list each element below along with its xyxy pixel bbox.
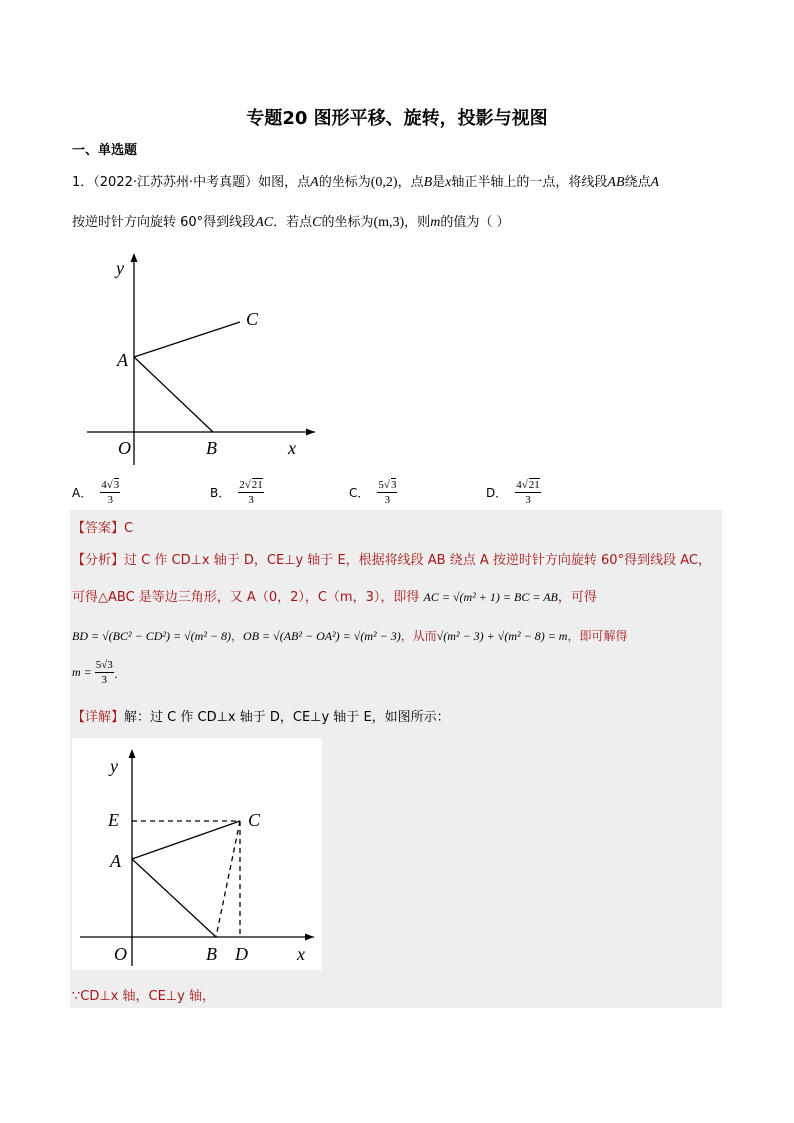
var-c: C — [312, 215, 322, 230]
label-o: O — [118, 438, 131, 458]
num-radicand: 21 — [251, 478, 263, 491]
option-label: A． — [72, 485, 93, 500]
option-fraction: $\frac{5√3}{3}$ — [378, 478, 397, 506]
detail-tag: 【详解】 — [72, 710, 125, 725]
analysis-text: ，可得 — [557, 590, 597, 605]
denominator: 3 — [525, 493, 531, 506]
num-coef: 4 — [516, 478, 522, 491]
num-coef: 2 — [239, 478, 245, 491]
label-a: A — [110, 851, 121, 871]
label-x: x — [297, 944, 305, 964]
label-b: B — [206, 944, 217, 964]
analysis-text: 可得△ABC 是等边三角形，又 A（0，2），C（m，3），即得 — [72, 590, 424, 605]
fraction-denominator: 3 — [101, 674, 108, 686]
option-fraction: $\frac{4√3}{3}$ — [101, 478, 120, 506]
analysis-text: ，从而 — [400, 629, 437, 643]
var-m: m — [430, 215, 441, 230]
analysis-text: ， — [231, 629, 244, 643]
detail-text: 解：过 C 作 CD⊥x 轴于 D，CE⊥y 轴于 E，如图所示： — [124, 710, 450, 725]
fraction-numerator: 5√3 — [95, 659, 113, 671]
coord-a: (0,2) — [370, 175, 398, 190]
analysis-line-3 — [72, 627, 627, 644]
x-axis-arrow — [306, 429, 315, 436]
segment-ac — [134, 322, 240, 357]
question-text: 如图，点 — [258, 175, 311, 190]
answer-line — [72, 517, 133, 536]
x-axis-arrow — [305, 934, 314, 941]
page-title: 专题20 图形平移、旋转，投影与视图 — [246, 108, 548, 129]
figure-2 — [72, 738, 322, 970]
segment-ac — [132, 821, 240, 859]
segment-ab — [134, 357, 213, 432]
option-label: D． — [486, 485, 508, 500]
math-expression: OB = √(AB² − OA²) = √(m² − 3) — [243, 629, 401, 643]
option-label: C． — [349, 485, 370, 500]
question-text: ，则 — [404, 215, 431, 230]
num-coef: 4 — [101, 478, 107, 491]
y-axis-arrow — [129, 749, 136, 758]
label-c: C — [246, 309, 259, 329]
var-b: B — [423, 175, 433, 190]
analysis-text: ，即可解得 — [567, 629, 628, 643]
math-expression: BD = √(BC² − CD²) = √(m² − 8) — [72, 629, 232, 643]
label-o: O — [114, 944, 127, 964]
detail-line — [72, 706, 450, 725]
analysis-text: ． — [113, 667, 127, 682]
question-source: （2022·江苏苏州·中考真题） — [93, 175, 259, 190]
question-text: ，点 — [397, 175, 424, 190]
question-text: 的值为（ ） — [440, 215, 510, 230]
question-text: ．若点 — [273, 215, 313, 230]
answer-tag: 【答案】 — [72, 521, 125, 536]
coord-c: (m,3) — [373, 215, 405, 230]
label-y: y — [110, 756, 118, 776]
options — [72, 474, 712, 510]
label-e: E — [108, 810, 119, 830]
label-b: B — [206, 438, 217, 458]
math-expression: AC = √(m² + 1) = BC = AB — [423, 590, 558, 604]
analysis-line-4 — [72, 659, 127, 686]
label-d: D — [235, 944, 248, 964]
segment-ab — [132, 859, 216, 937]
var-ac: AC — [255, 215, 274, 230]
option-c[interactable] — [349, 474, 397, 510]
option-a[interactable] — [72, 474, 120, 510]
var-ab: AB — [607, 175, 625, 190]
last-line: ∵CD⊥x 轴，CE⊥y 轴， — [72, 989, 215, 1004]
option-label: B． — [210, 485, 231, 500]
section-heading: 一、单选题 — [72, 143, 138, 158]
question-text: 按逆时针方向旋转 60°得到线段 — [72, 215, 256, 230]
question-text: 是 — [432, 175, 446, 190]
num-radicand: 3 — [113, 478, 120, 491]
analysis-line-2 — [72, 586, 597, 605]
label-c: C — [248, 810, 261, 830]
label-x: x — [288, 438, 296, 458]
denominator: 3 — [248, 493, 254, 506]
denominator: 3 — [384, 493, 391, 506]
option-fraction: $\frac{4√21}{3}$ — [516, 478, 540, 506]
answer-value: C — [124, 521, 134, 536]
option-d[interactable] — [486, 474, 541, 510]
analysis-line-1 — [72, 549, 711, 568]
figure-1 — [80, 250, 320, 470]
analysis-text: 过 C 作 CD⊥x 轴于 D，CE⊥y 轴于 E，根据将线段 AB 绕点 A 按逆时针方向旋转 60°得到线段 AC， — [124, 553, 711, 568]
y-axis-arrow — [131, 253, 138, 262]
question-text: 的坐标为 — [318, 175, 371, 190]
num-coef: 5 — [378, 478, 384, 491]
var-x: x — [445, 175, 452, 190]
var-a: A — [650, 175, 660, 190]
question-number: 1． — [72, 175, 94, 190]
var-a: A — [310, 175, 319, 190]
num-radicand: 3 — [390, 478, 397, 491]
question-line-1 — [72, 171, 659, 191]
option-b[interactable] — [210, 474, 264, 510]
question-line-2 — [72, 211, 509, 231]
math-fraction — [95, 659, 114, 686]
label-a: A — [117, 350, 128, 370]
question-text: 绕点 — [624, 175, 651, 190]
option-fraction: $\frac{2√21}{3}$ — [239, 478, 263, 506]
label-y: y — [116, 258, 124, 278]
math-expression: m = — [72, 665, 92, 679]
analysis-tag: 【分析】 — [72, 553, 125, 568]
segment-cb-dashed — [216, 821, 240, 937]
math-expression: √(m² − 3) + √(m² − 8) = m — [436, 629, 568, 643]
num-radicand: 21 — [528, 478, 540, 491]
question-text: 的坐标为 — [321, 215, 374, 230]
question-text: 轴正半轴上的一点，将线段 — [451, 175, 608, 190]
denominator: 3 — [107, 493, 113, 506]
